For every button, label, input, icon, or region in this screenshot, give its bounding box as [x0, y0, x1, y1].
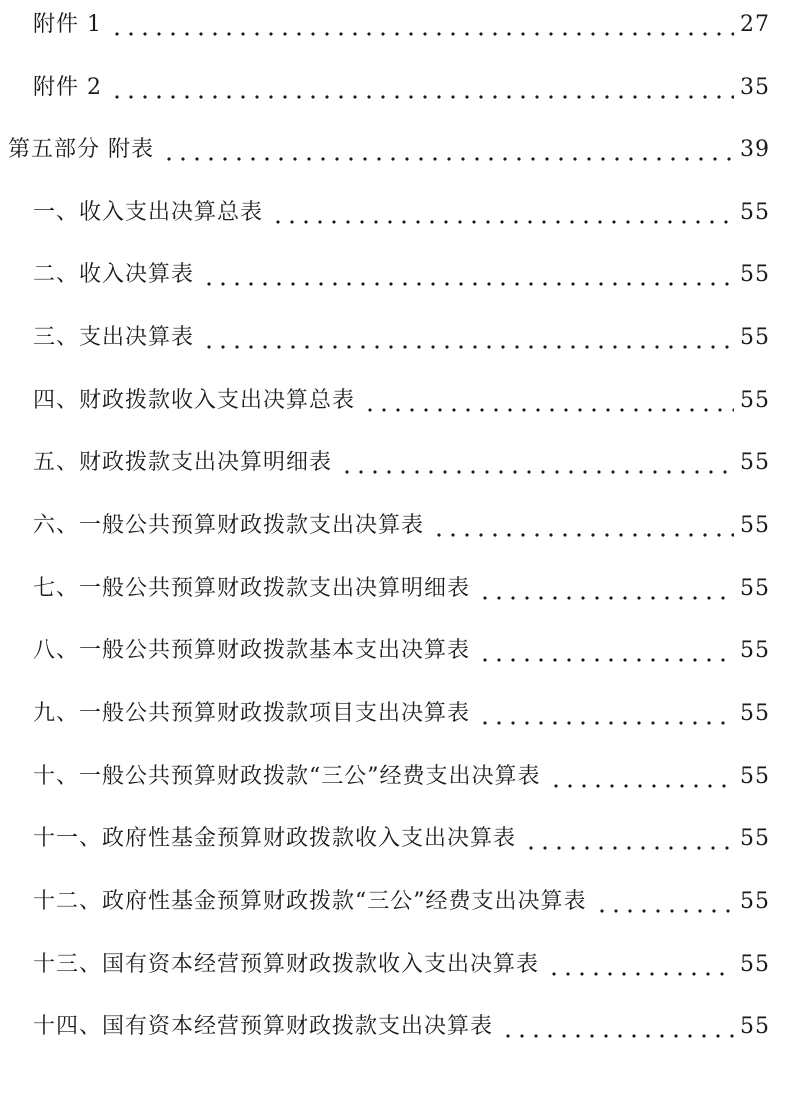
toc-entry-part-5-tables[interactable]: [0, 125, 800, 165]
dot-leader: [363, 386, 734, 416]
toc-entry-appendix-2[interactable]: [0, 63, 800, 103]
toc-entry-label: 六、一般公共预算财政拨款支出决算表: [33, 513, 425, 538]
toc-entry-table-14[interactable]: [0, 1002, 800, 1042]
toc-entry-label: 附件 1: [33, 12, 102, 37]
dot-leader: [110, 10, 734, 40]
toc-entry-table-11[interactable]: [0, 814, 800, 854]
dot-leader: [478, 636, 734, 666]
toc-entry-page-number: 55: [740, 388, 770, 413]
toc-entry-label: 七、一般公共预算财政拨款支出决算明细表: [33, 576, 471, 601]
toc-entry-table-10[interactable]: [0, 752, 800, 792]
dot-leader: [110, 73, 734, 103]
toc-entry-label: 十四、国有资本经营预算财政拨款支出决算表: [33, 1014, 494, 1039]
toc-entry-table-8[interactable]: [0, 626, 800, 666]
toc-entry-label: 三、支出决算表: [33, 325, 195, 350]
toc-entry-page-number: 55: [740, 325, 770, 350]
toc-entry-page-number: 35: [740, 75, 770, 100]
dot-leader: [524, 824, 734, 854]
toc-entry-page-number: 39: [740, 137, 770, 162]
toc-entry-page-number: 55: [740, 576, 770, 601]
toc-entry-appendix-1[interactable]: [0, 0, 800, 40]
toc-entry-page-number: 55: [740, 764, 770, 789]
toc-entry-page-number: 55: [740, 826, 770, 851]
dot-leader: [271, 198, 734, 228]
toc-entry-table-4[interactable]: [0, 376, 800, 416]
toc-entry-table-3[interactable]: [0, 313, 800, 353]
dot-leader: [549, 762, 735, 792]
dot-leader: [478, 574, 734, 604]
toc-entry-table-12[interactable]: [0, 877, 800, 917]
toc-entry-page-number: 55: [740, 262, 770, 287]
dot-leader: [202, 323, 734, 353]
toc-entry-label: 九、一般公共预算财政拨款项目支出决算表: [33, 701, 471, 726]
toc-entry-table-7[interactable]: [0, 564, 800, 604]
toc-entry-table-13[interactable]: [0, 940, 800, 980]
toc-entry-table-5[interactable]: [0, 438, 800, 478]
toc-entry-label: 一、收入支出决算总表: [33, 200, 264, 225]
dot-leader: [595, 887, 735, 917]
toc-entry-table-2[interactable]: [0, 250, 800, 290]
dot-leader: [340, 448, 734, 478]
dot-leader: [501, 1012, 734, 1042]
toc-entry-label: 附件 2: [33, 75, 102, 100]
dot-leader: [547, 950, 734, 980]
toc-entry-label: 二、收入决算表: [33, 262, 195, 287]
toc-entry-page-number: 55: [740, 889, 770, 914]
toc-entry-page-number: 55: [740, 701, 770, 726]
toc-entry-page-number: 55: [740, 1014, 770, 1039]
toc-entry-label: 四、财政拨款收入支出决算总表: [33, 388, 356, 413]
toc-entry-label: 十二、政府性基金预算财政拨款“三公”经费支出决算表: [33, 889, 587, 914]
toc-entry-table-9[interactable]: [0, 689, 800, 729]
toc-entry-table-1[interactable]: [0, 188, 800, 228]
toc-entry-page-number: 55: [740, 513, 770, 538]
toc-entry-page-number: 55: [740, 450, 770, 475]
toc-entry-page-number: 55: [740, 200, 770, 225]
toc-entry-label: 五、财政拨款支出决算明细表: [33, 450, 333, 475]
toc-entry-label: 第五部分 附表: [8, 137, 154, 162]
dot-leader: [478, 699, 734, 729]
toc-entry-page-number: 55: [740, 952, 770, 977]
toc-entry-page-number: 27: [740, 12, 770, 37]
dot-leader: [202, 260, 734, 290]
toc-entry-table-6[interactable]: [0, 501, 800, 541]
dot-leader: [432, 511, 734, 541]
toc-entry-label: 十一、政府性基金预算财政拨款收入支出决算表: [33, 826, 517, 851]
dot-leader: [162, 135, 734, 165]
toc-entry-page-number: 55: [740, 638, 770, 663]
toc-entry-label: 八、一般公共预算财政拨款基本支出决算表: [33, 638, 471, 663]
toc-entry-label: 十、一般公共预算财政拨款“三公”经费支出决算表: [33, 764, 541, 789]
toc-entry-label: 十三、国有资本经营预算财政拨款收入支出决算表: [33, 952, 540, 977]
